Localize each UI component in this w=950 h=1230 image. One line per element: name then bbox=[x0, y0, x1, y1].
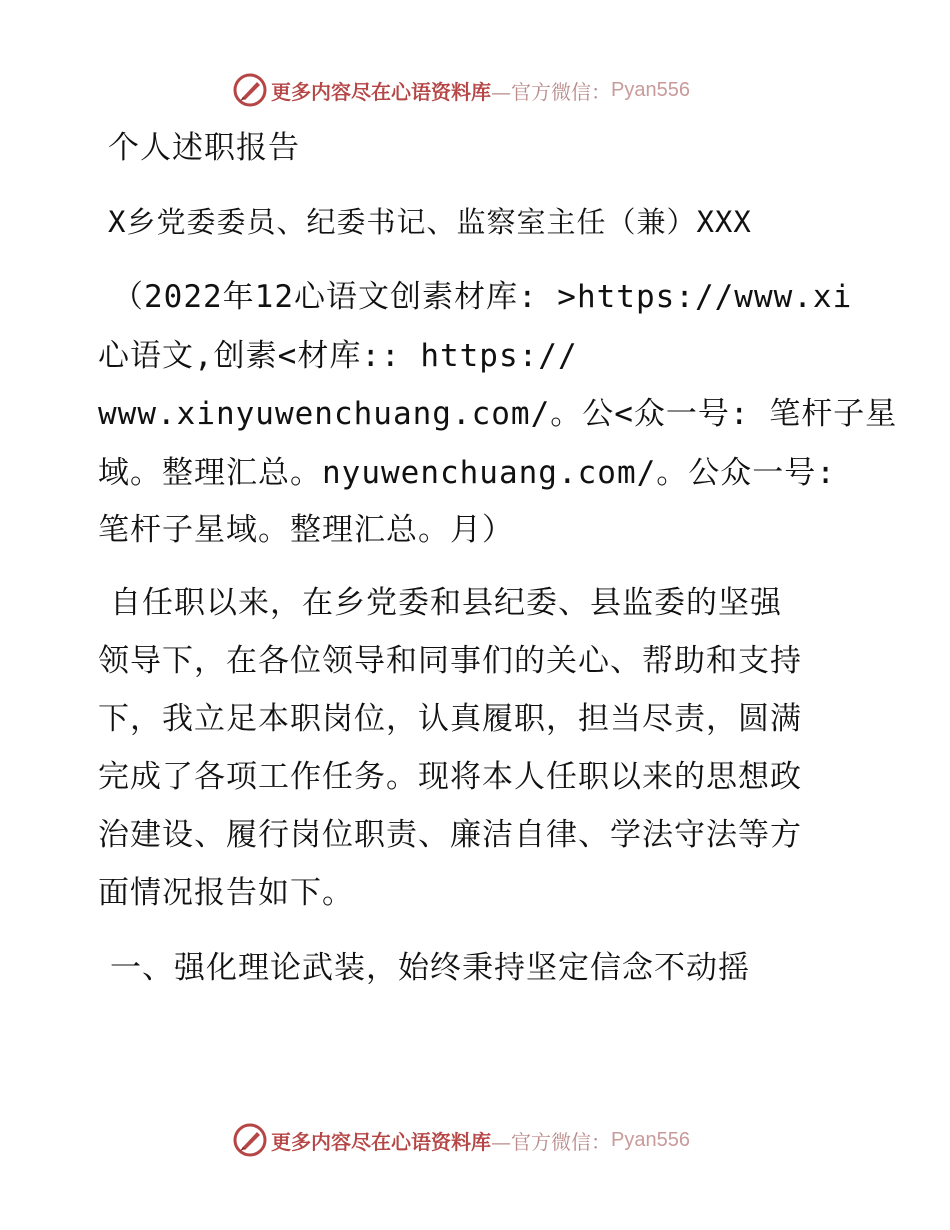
note-line: 心语文,创素<材库:: https:// bbox=[98, 338, 578, 374]
body-paragraph-line: 自任职以来，在乡党委和县纪委、县监委的坚强 bbox=[110, 585, 782, 621]
body-paragraph-line: 面情况报告如下。 bbox=[98, 875, 354, 911]
header-watermark bbox=[233, 72, 690, 108]
body-paragraph-line: 领导下，在各位领导和同事们的关心、帮助和支持 bbox=[98, 643, 802, 679]
body-paragraph-line: 治建设、履行岗位职责、廉洁自律、学法守法等方 bbox=[98, 817, 802, 853]
promo-text: 更多内容尽在心语资料库 bbox=[271, 1129, 491, 1154]
wechat-id: Pyan556 bbox=[611, 78, 690, 101]
note-line: www.xinyuwenchuang.com/。公<众一号: 笔杆子星 bbox=[98, 396, 898, 432]
official-wechat-label: —官方微信： bbox=[491, 79, 611, 104]
footer-watermark bbox=[233, 1122, 690, 1158]
note-line: （2022年12心语文创素材库: >https://www.xi bbox=[112, 279, 853, 315]
body-paragraph-line: 下，我立足本职岗位，认真履职，担当尽责，圆满 bbox=[98, 701, 802, 737]
section-heading: 一、强化理论武装，始终秉持坚定信念不动摇 bbox=[110, 950, 750, 986]
red-quill-logo-icon bbox=[233, 1123, 267, 1157]
wechat-id: Pyan556 bbox=[611, 1128, 690, 1151]
body-paragraph-line: 完成了各项工作任务。现将本人任职以来的思想政 bbox=[98, 759, 802, 795]
promo-text: 更多内容尽在心语资料库 bbox=[271, 79, 491, 104]
author-line: X乡党委委员、纪委书记、监察室主任（兼）XXX bbox=[108, 205, 752, 239]
note-line: 笔杆子星域。整理汇总。月） bbox=[98, 512, 514, 548]
official-wechat-label: —官方微信： bbox=[491, 1129, 611, 1154]
red-quill-logo-icon bbox=[233, 73, 267, 107]
document-title: 个人述职报告 bbox=[108, 130, 300, 166]
note-line: 域。整理汇总。nyuwenchuang.com/。公众一号: bbox=[98, 455, 836, 491]
